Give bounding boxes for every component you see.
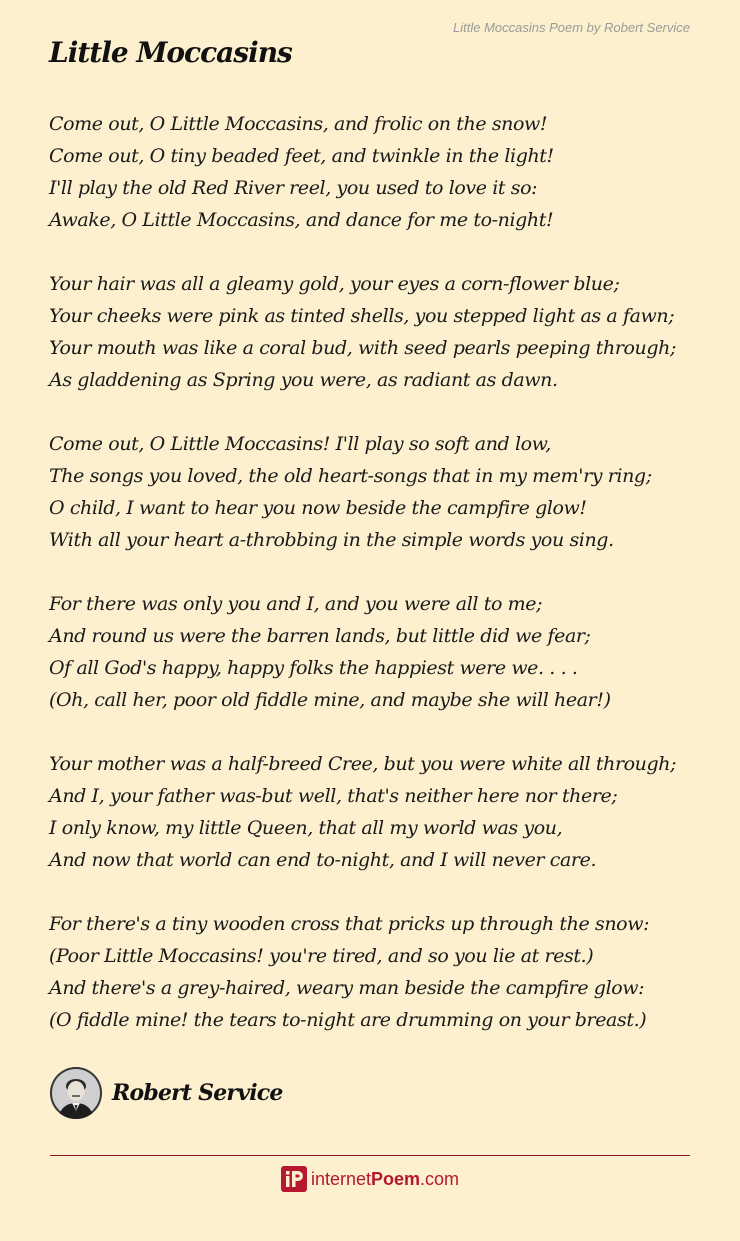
brand-prefix: internet: [310, 1168, 371, 1189]
brand-strong: Poem: [371, 1168, 421, 1189]
author-row[interactable]: [50, 1066, 283, 1120]
poem-line: As gladdening as Spring you were, as radiant as dawn.: [49, 369, 558, 391]
poem-line: With all your heart a-throbbing in the simple words you sing.: [49, 529, 614, 551]
poem-line: Come out, O tiny beaded feet, and twinkle in the light!: [49, 145, 554, 167]
poem-line: For there was only you and I, and you were all to me;: [49, 593, 543, 615]
poem-line: And there's a grey-haired, weary man beside the campfire glow:: [49, 977, 645, 999]
poem-line: I only know, my little Queen, that all my world was you,: [49, 817, 563, 839]
poem-line: Your hair was all a gleamy gold, your eyes a corn-flower blue;: [49, 273, 620, 295]
poem-line: For there's a tiny wooden cross that pricks up through the snow:: [49, 913, 650, 935]
poem-line: The songs you loved, the old heart-songs that in my mem'ry ring;: [49, 465, 652, 487]
poem-line: (O fiddle mine! the tears to-night are drumming on your breast.): [49, 1009, 647, 1031]
stanza-1: [49, 108, 709, 236]
poem-line: Of all God's happy, happy folks the happiest were we. . . .: [49, 657, 578, 679]
stanza-4: [49, 588, 709, 716]
poem-line: (Oh, call her, poor old fiddle mine, and maybe she will hear!): [49, 689, 611, 711]
poem-line: (Poor Little Moccasins! you're tired, and so you lie at rest.): [49, 945, 594, 967]
poem-line: Come out, O Little Moccasins! I'll play so soft and low,: [49, 433, 551, 455]
stanza-5: [49, 748, 709, 876]
footer-divider: [50, 1155, 690, 1156]
poem-line: Awake, O Little Moccasins, and dance for me to-night!: [49, 209, 554, 231]
poem-line: Your mouth was like a coral bud, with seed pearls peeping through;: [49, 337, 676, 359]
stanza-2: [49, 268, 709, 396]
poem-line: And round us were the barren lands, but little did we fear;: [49, 625, 591, 647]
poem-line: And now that world can end to-night, and I will never care.: [49, 849, 597, 871]
poem-line: Your cheeks were pink as tinted shells, you stepped light as a fawn;: [49, 305, 675, 327]
poem-line: O child, I want to hear you now beside the campfire glow!: [49, 497, 587, 519]
header-credit: Little Moccasins Poem by Robert Service: [453, 20, 690, 35]
footer-brand[interactable]: [0, 1166, 740, 1192]
poem-line: Come out, O Little Moccasins, and frolic on the snow!: [49, 113, 548, 135]
poem-line: I'll play the old Red River reel, you used to love it so:: [49, 177, 538, 199]
author-avatar-icon[interactable]: [50, 1067, 102, 1119]
poem-body: [49, 108, 709, 1068]
poem-line: And I, your father was-but well, that's neither here nor there;: [49, 785, 618, 807]
stanza-6: [49, 908, 709, 1036]
poem-line: Your mother was a half-breed Cree, but you were white all through;: [49, 753, 677, 775]
internetpoem-logo-icon: [281, 1166, 307, 1192]
stanza-3: [49, 428, 709, 556]
author-name[interactable]: Robert Service: [112, 1080, 283, 1106]
poem-title: Little Moccasins: [49, 36, 292, 69]
brand-suffix: .com: [420, 1168, 460, 1189]
